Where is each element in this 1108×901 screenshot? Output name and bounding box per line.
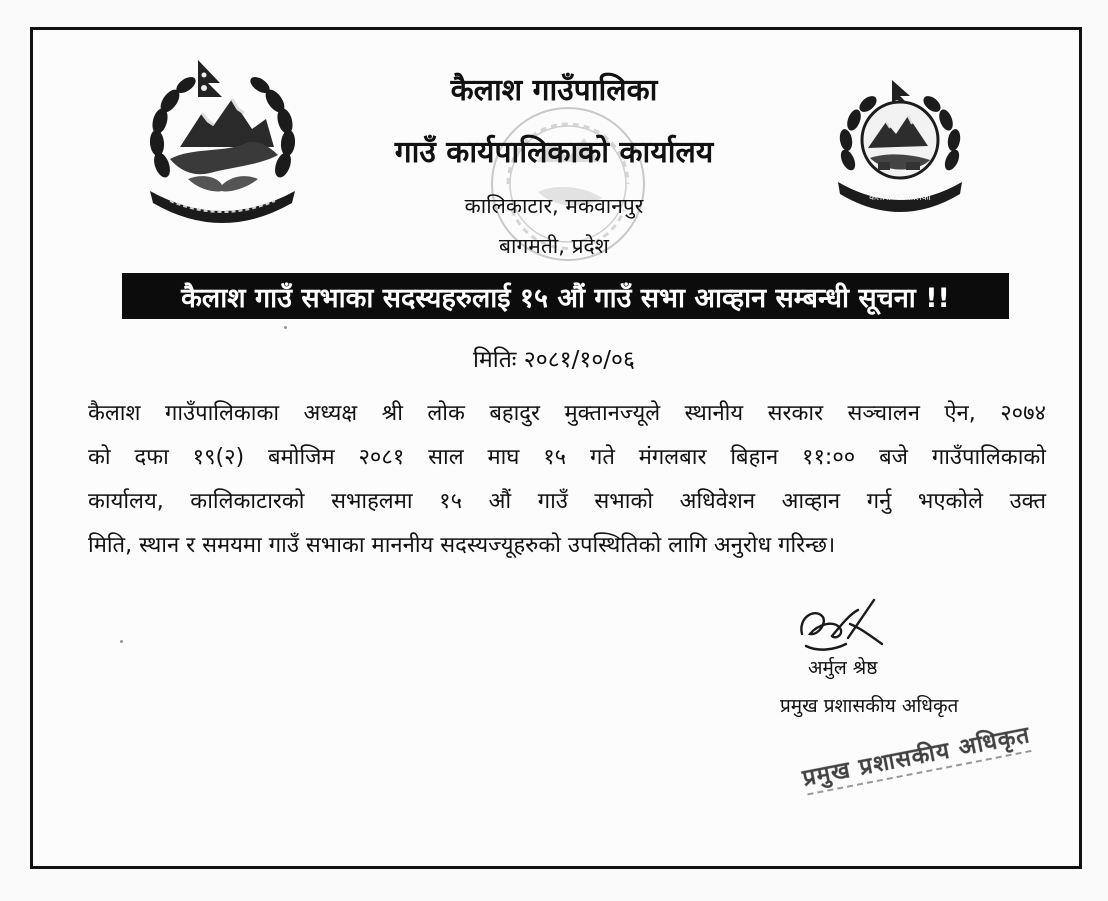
- address-line-2: बागमती, प्रदेश: [499, 234, 609, 258]
- body-line: मिति, स्थान र समयमा गाउँ सभाका माननीय सदस्यज्यूहरुको उपस्थितिको लागि अनुरोध गरिन्छ।: [88, 533, 836, 558]
- body-line: कैलाश गाउँपालिकाका अध्यक्ष श्री लोक बहादुर मुक्तानज्यूले स्थानीय सरकार सञ्चालन ऐन, २०७४: [88, 401, 1046, 426]
- scan-speck: [284, 326, 287, 329]
- address-line-1: कालिकाटार, मकवानपुर: [464, 194, 644, 218]
- office-name: कैलाश गाउँपालिका: [450, 73, 658, 108]
- scan-speck: [120, 640, 123, 643]
- municipality-logo-ribbon-text: कैलाश गाउँपालिका: [869, 193, 931, 203]
- signatory-name: अर्मुल श्रेष्ठ: [808, 657, 878, 679]
- notice-body: [88, 392, 1046, 568]
- notice-heading: कैलाश गाउँ सभाका सदस्यहरुलाई १५ औं गाउँ सभा आव्हान सम्बन्धी सूचना !!: [181, 282, 950, 314]
- body-line: को दफा १९(२) बमोजिम २०८१ साल माघ १५ गते मंगलबार बिहान ११:०० बजे गाउँपालिकाको: [88, 445, 1046, 470]
- body-line: कार्यालय, कालिकाटारको सभाहलमा १५ औं गाउँ सभाको अधिवेशन आव्हान गर्नु भएकोले उक्त: [88, 489, 1046, 514]
- notice-heading-bar: [122, 273, 1009, 319]
- office-subtitle: गाउँ कार्यपालिकाको कार्यालय: [394, 135, 714, 170]
- signatory-title: प्रमुख प्रशासकीय अधिकृत: [780, 695, 959, 717]
- date-label: मितिः: [473, 347, 517, 373]
- stamp-text: प्रमुख प्रशासकीय अधिकृत: [800, 722, 1033, 792]
- notice-date: [0, 342, 1108, 374]
- date-value: २०८१/१०/०६: [523, 347, 635, 373]
